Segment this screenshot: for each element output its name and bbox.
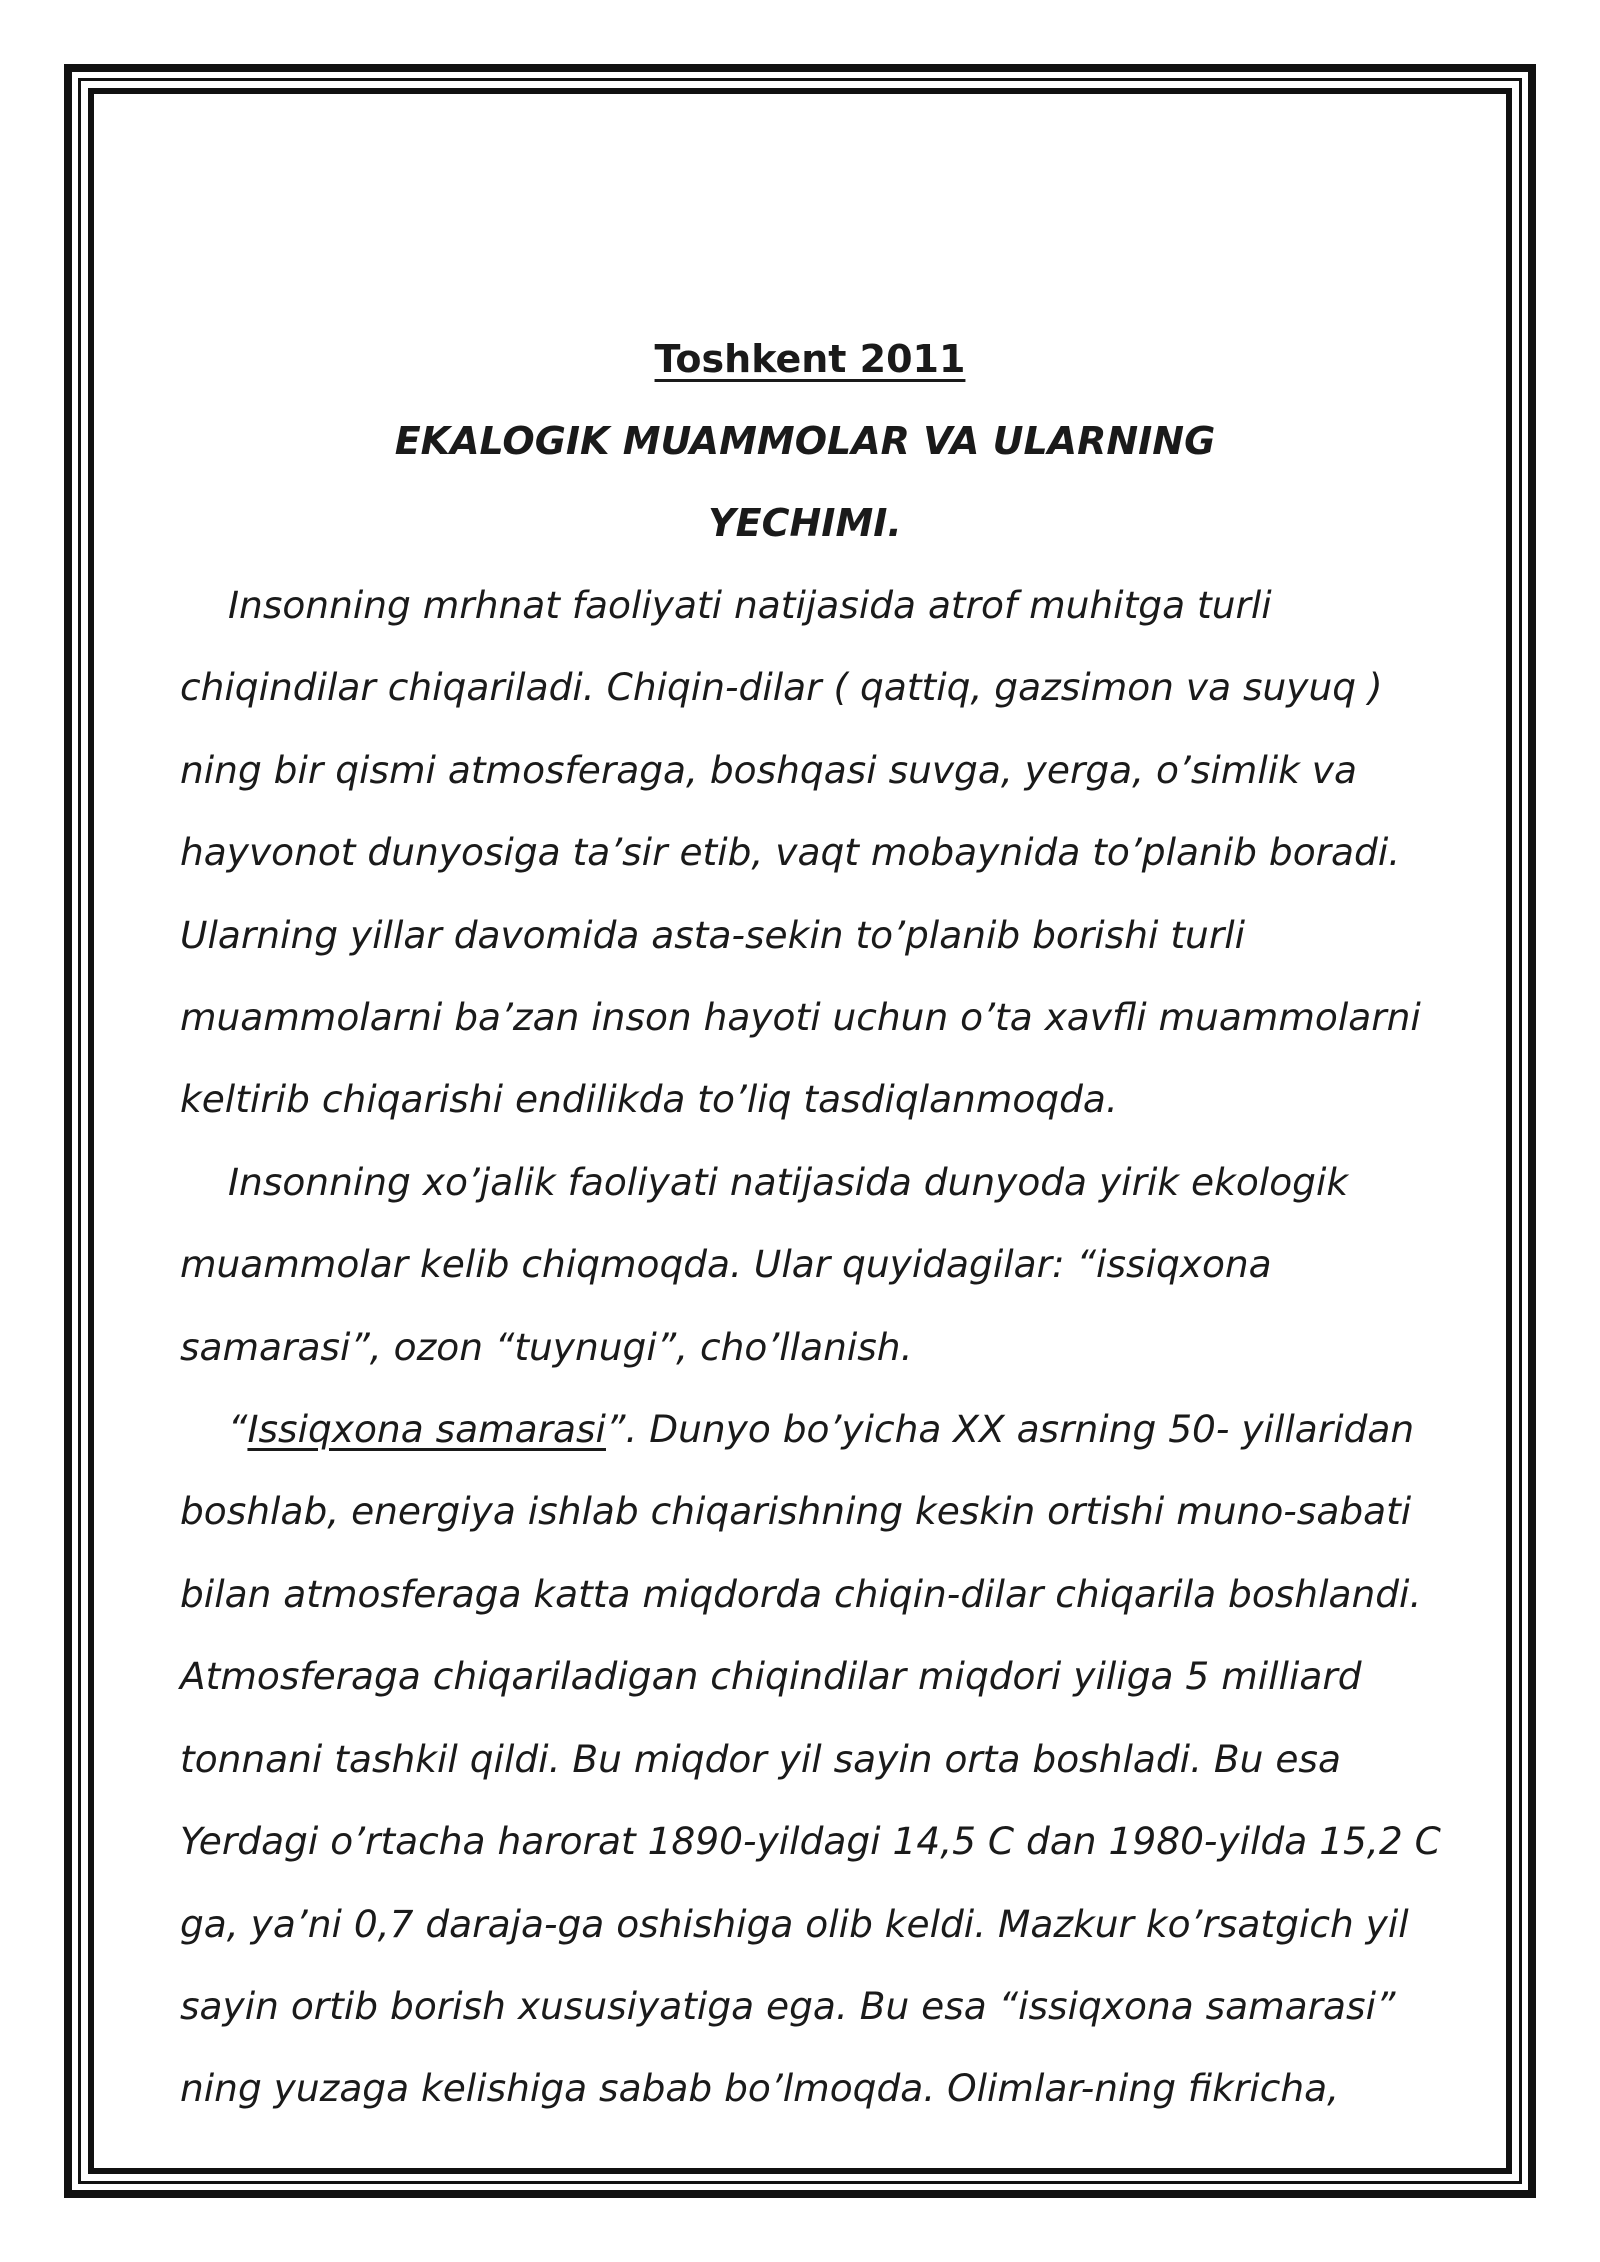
paragraph-line-rest: ”. Dunyo bo’yicha XX asrning 50- yillaridan: [605, 1407, 1415, 1452]
underlined-term: Issiqxona samarasi: [247, 1407, 606, 1452]
paragraph-line: Atmosferaga chiqariladigan chiqindilar miqdori yiliga 5 milliard: [180, 1654, 1362, 1699]
paragraph-line: Insonning xo’jalik faoliyati natijasida dunyoda yirik ekologik: [228, 1159, 1349, 1204]
paragraph-line: ning bir qismi atmosferaga, boshqasi suvga, yerga, o’simlik va: [180, 747, 1357, 792]
open-quote: “: [228, 1407, 248, 1452]
document-body: [180, 318, 1441, 2130]
paragraph-line: samarasi”, ozon “tuynugi”, cho’llanish.: [180, 1324, 913, 1369]
place-year-heading: [190, 318, 1430, 400]
place-year-text: Toshkent 2011: [654, 337, 966, 381]
paragraph-3: [180, 1388, 1441, 2130]
title-line-1: EKALOGIK MUAMMOLAR VA ULARNING: [394, 419, 1216, 463]
paragraph-1: [180, 564, 1430, 1141]
paragraph-line: muammolarni ba’zan inson hayoti uchun o’ta xavfli muammolarni: [180, 995, 1421, 1040]
paragraph-line: hayvonot dunyosiga ta’sir etib, vaqt mobaynida to’planib boradi.: [180, 830, 1401, 875]
paragraph-line: Ularning yillar davomida asta-sekin to’planib borishi turli: [180, 912, 1246, 957]
paragraph-line: tonnani tashkil qildi. Bu miqdor yil sayin orta boshladi. Bu esa: [180, 1736, 1341, 1781]
paragraph-line-first: [180, 1388, 1430, 1470]
paragraph-line: Yerdagi o’rtacha harorat 1890-yildagi 14,5 C dan 1980-yilda 15,2 C: [180, 1819, 1441, 1864]
paragraph-line: bilan atmosferaga katta miqdorda chiqin-dilar chiqarila boshlandi.: [180, 1571, 1422, 1616]
paragraph-line: sayin ortib borish xususiyatiga ega. Bu esa “issiqxona samarasi”: [180, 1983, 1396, 2028]
paragraph-line: chiqindilar chiqariladi. Chiqin-dilar ( qattiq, gazsimon va suyuq ): [180, 665, 1383, 710]
paragraph-line: Insonning mrhnat faoliyati natijasida atrof muhitga turli: [228, 583, 1272, 627]
paragraph-line: ga, ya’ni 0,7 daraja-ga oshishiga olib keldi. Mazkur ko’rsatgich yil: [180, 1901, 1409, 1946]
document-title: [180, 400, 1430, 564]
paragraph-line: keltirib chiqarishi endilikda to’liq tasdiqlanmoqda.: [180, 1077, 1118, 1122]
paragraph-line: muammolar kelib chiqmoqda. Ular quyidagilar: “issiqxona: [180, 1242, 1272, 1287]
paragraph-line: ning yuzaga kelishiga sabab bo’lmoqda. Olimlar-ning fikricha,: [180, 2066, 1339, 2111]
title-line-2: YECHIMI.: [708, 501, 902, 545]
paragraph-line: boshlab, energiya ishlab chiqarishning keskin ortishi muno-sabati: [180, 1489, 1412, 1534]
paragraph-2: [180, 1141, 1430, 1388]
